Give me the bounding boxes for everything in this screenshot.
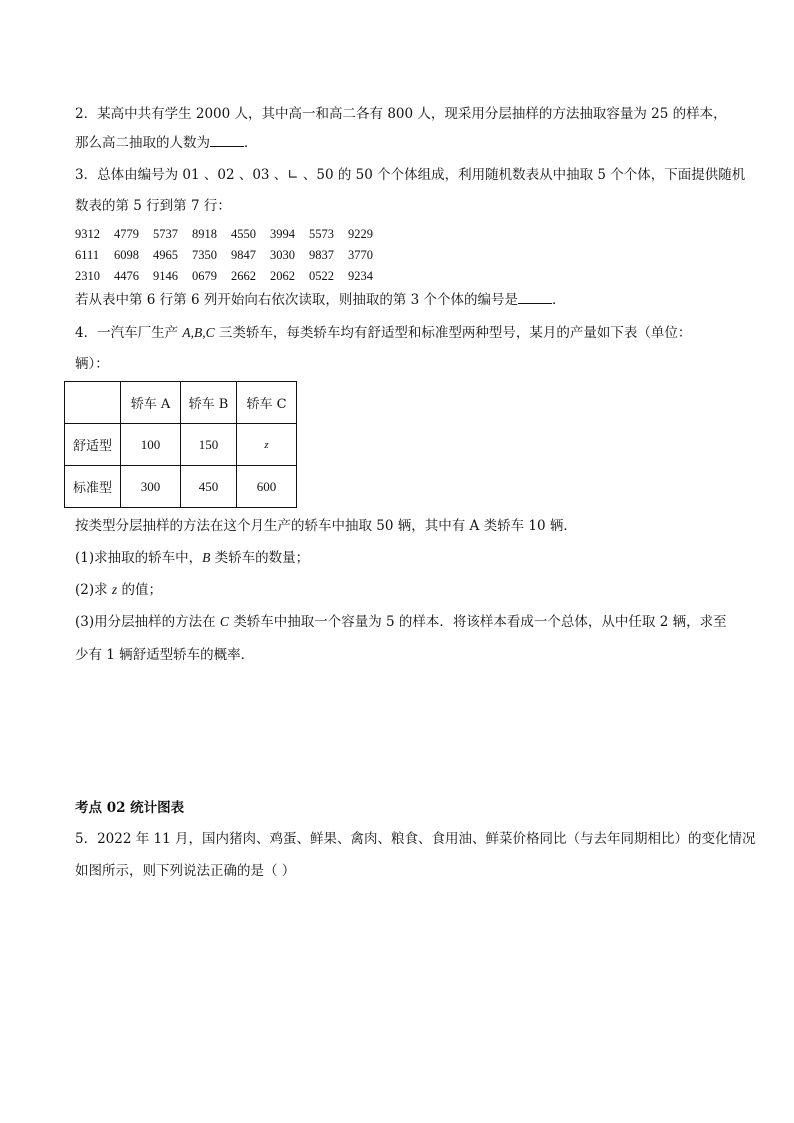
random-table-row bbox=[75, 245, 387, 266]
random-table-cell: 0679 bbox=[192, 269, 217, 283]
production-table-cell: 舒适型 bbox=[65, 424, 121, 466]
production-table-header-cell bbox=[65, 382, 121, 424]
q4-text-a: 4．一汽车厂生产 bbox=[75, 325, 183, 341]
random-table-cell: 9312 bbox=[75, 227, 100, 241]
production-table-cell: 100 bbox=[121, 424, 181, 466]
production-table-header-cell: 轿车 B bbox=[181, 382, 237, 424]
production-table-cell: 600 bbox=[237, 466, 297, 508]
q4-text-b: 三类轿车，每类轿车均有舒适型和标准型两种型号，某月的产量如下表（单位： bbox=[214, 325, 692, 341]
q5-line-2: 如图所示，则下列说法正确的是（ ） bbox=[75, 863, 296, 879]
q4-part-3-line-1 bbox=[75, 612, 727, 632]
q4-part-2 bbox=[75, 580, 162, 600]
random-table-cell: 3994 bbox=[270, 227, 295, 241]
production-table-header-cell: 轿车 A bbox=[121, 382, 181, 424]
production-table-row bbox=[65, 424, 297, 466]
q2-line-2: 那么高二抽取的人数为 ． bbox=[75, 135, 258, 151]
p2-var: z bbox=[111, 582, 118, 597]
q3-line-3: 若从表中第 6 行第 6 列开始向右依次读取，则抽取的第 3 个个体的编号是 ． bbox=[75, 292, 566, 308]
production-table-cell: 标准型 bbox=[65, 466, 121, 508]
production-table-cell: 150 bbox=[181, 424, 237, 466]
section-heading: 考点 02 统计图表 bbox=[75, 800, 185, 816]
q4-part-3-line-2: 少有 1 辆舒适型轿车的概率． bbox=[75, 647, 255, 663]
answer-blank bbox=[210, 134, 244, 147]
p2-text-a: (2)求 bbox=[75, 582, 112, 598]
random-table-row bbox=[75, 266, 387, 287]
answer-blank bbox=[518, 291, 552, 304]
random-table-cell: 6098 bbox=[114, 248, 139, 262]
random-table-cell: 9847 bbox=[231, 248, 256, 262]
q4-vars: A,B,C bbox=[182, 325, 215, 340]
random-number-table bbox=[75, 224, 387, 287]
production-table-cell: 300 bbox=[121, 466, 181, 508]
p3-var: C bbox=[219, 614, 229, 629]
random-table-cell: 4550 bbox=[231, 227, 256, 241]
production-table-cell: 450 bbox=[181, 466, 237, 508]
p3-text-a: (3)用分层抽样的方法在 bbox=[75, 614, 220, 630]
production-table-header-cell: 轿车 C bbox=[237, 382, 297, 424]
random-table-cell: 9229 bbox=[348, 227, 373, 241]
random-table-cell: 2662 bbox=[231, 269, 256, 283]
random-table-cell: 7350 bbox=[192, 248, 217, 262]
random-table-cell: 4779 bbox=[114, 227, 139, 241]
random-table-cell: 0522 bbox=[309, 269, 334, 283]
q3-question: 若从表中第 6 行第 6 列开始向右依次读取，则抽取的第 3 个个体的编号是 bbox=[75, 292, 519, 308]
random-table-cell: 2310 bbox=[75, 269, 100, 283]
q3-line-2: 数表的第 5 行到第 7 行： bbox=[75, 198, 231, 214]
q2-text: 那么高二抽取的人数为 bbox=[75, 135, 210, 151]
q4-line-3: 按类型分层抽样的方法在这个月生产的轿车中抽取 50 辆，其中有 A 类轿车 10 辆． bbox=[75, 518, 577, 534]
random-table-cell: 3030 bbox=[270, 248, 295, 262]
random-table-cell: 4965 bbox=[153, 248, 178, 262]
q5-line-1: 5．2022 年 11 月，国内猪肉、鸡蛋、鲜果、禽肉、粮食、食用油、鲜菜价格同比（与去年同期相比）的变化情况 bbox=[75, 831, 756, 847]
p3-text-b: 类轿车中抽取一个容量为 5 的样本．将该样本看成一个总体，从中任取 2 辆，求至 bbox=[228, 614, 727, 630]
random-table-cell: 4476 bbox=[114, 269, 139, 283]
random-table-cell: 9234 bbox=[348, 269, 373, 283]
q4-line-1 bbox=[75, 323, 691, 343]
random-table-cell: 9146 bbox=[153, 269, 178, 283]
q3-line-1: 3．总体由编号为 01 、02 、03 、∟ 、50 的 50 个个体组成，利用随机数表从中抽取 5 个个体，下面提供随机 bbox=[75, 167, 746, 183]
p1-text-b: 类轿车的数量； bbox=[210, 550, 310, 566]
random-table-cell: 2062 bbox=[270, 269, 295, 283]
random-table-cell: 3770 bbox=[348, 248, 373, 262]
q4-part-1 bbox=[75, 548, 309, 568]
random-table-cell: 9837 bbox=[309, 248, 334, 262]
production-table-row bbox=[65, 466, 297, 508]
p2-text-b: 的值； bbox=[117, 582, 162, 598]
q4-line-2: 辆）： bbox=[75, 356, 109, 372]
random-table-cell: 8918 bbox=[192, 227, 217, 241]
production-table bbox=[64, 381, 297, 508]
production-table-cell: z bbox=[237, 424, 297, 466]
production-table-header-row bbox=[65, 382, 297, 424]
q2-line-1: 2．某高中共有学生 2000 人，其中高一和高二各有 800 人，现采用分层抽样的方法抽取容量为 25 的样本， bbox=[75, 106, 727, 122]
random-table-cell: 5573 bbox=[309, 227, 334, 241]
random-table-cell: 6111 bbox=[75, 248, 100, 262]
p1-text-a: (1)求抽取的轿车中， bbox=[75, 550, 203, 566]
p1-var: B bbox=[202, 550, 211, 565]
random-table-cell: 5737 bbox=[153, 227, 178, 241]
random-table-row bbox=[75, 224, 387, 245]
